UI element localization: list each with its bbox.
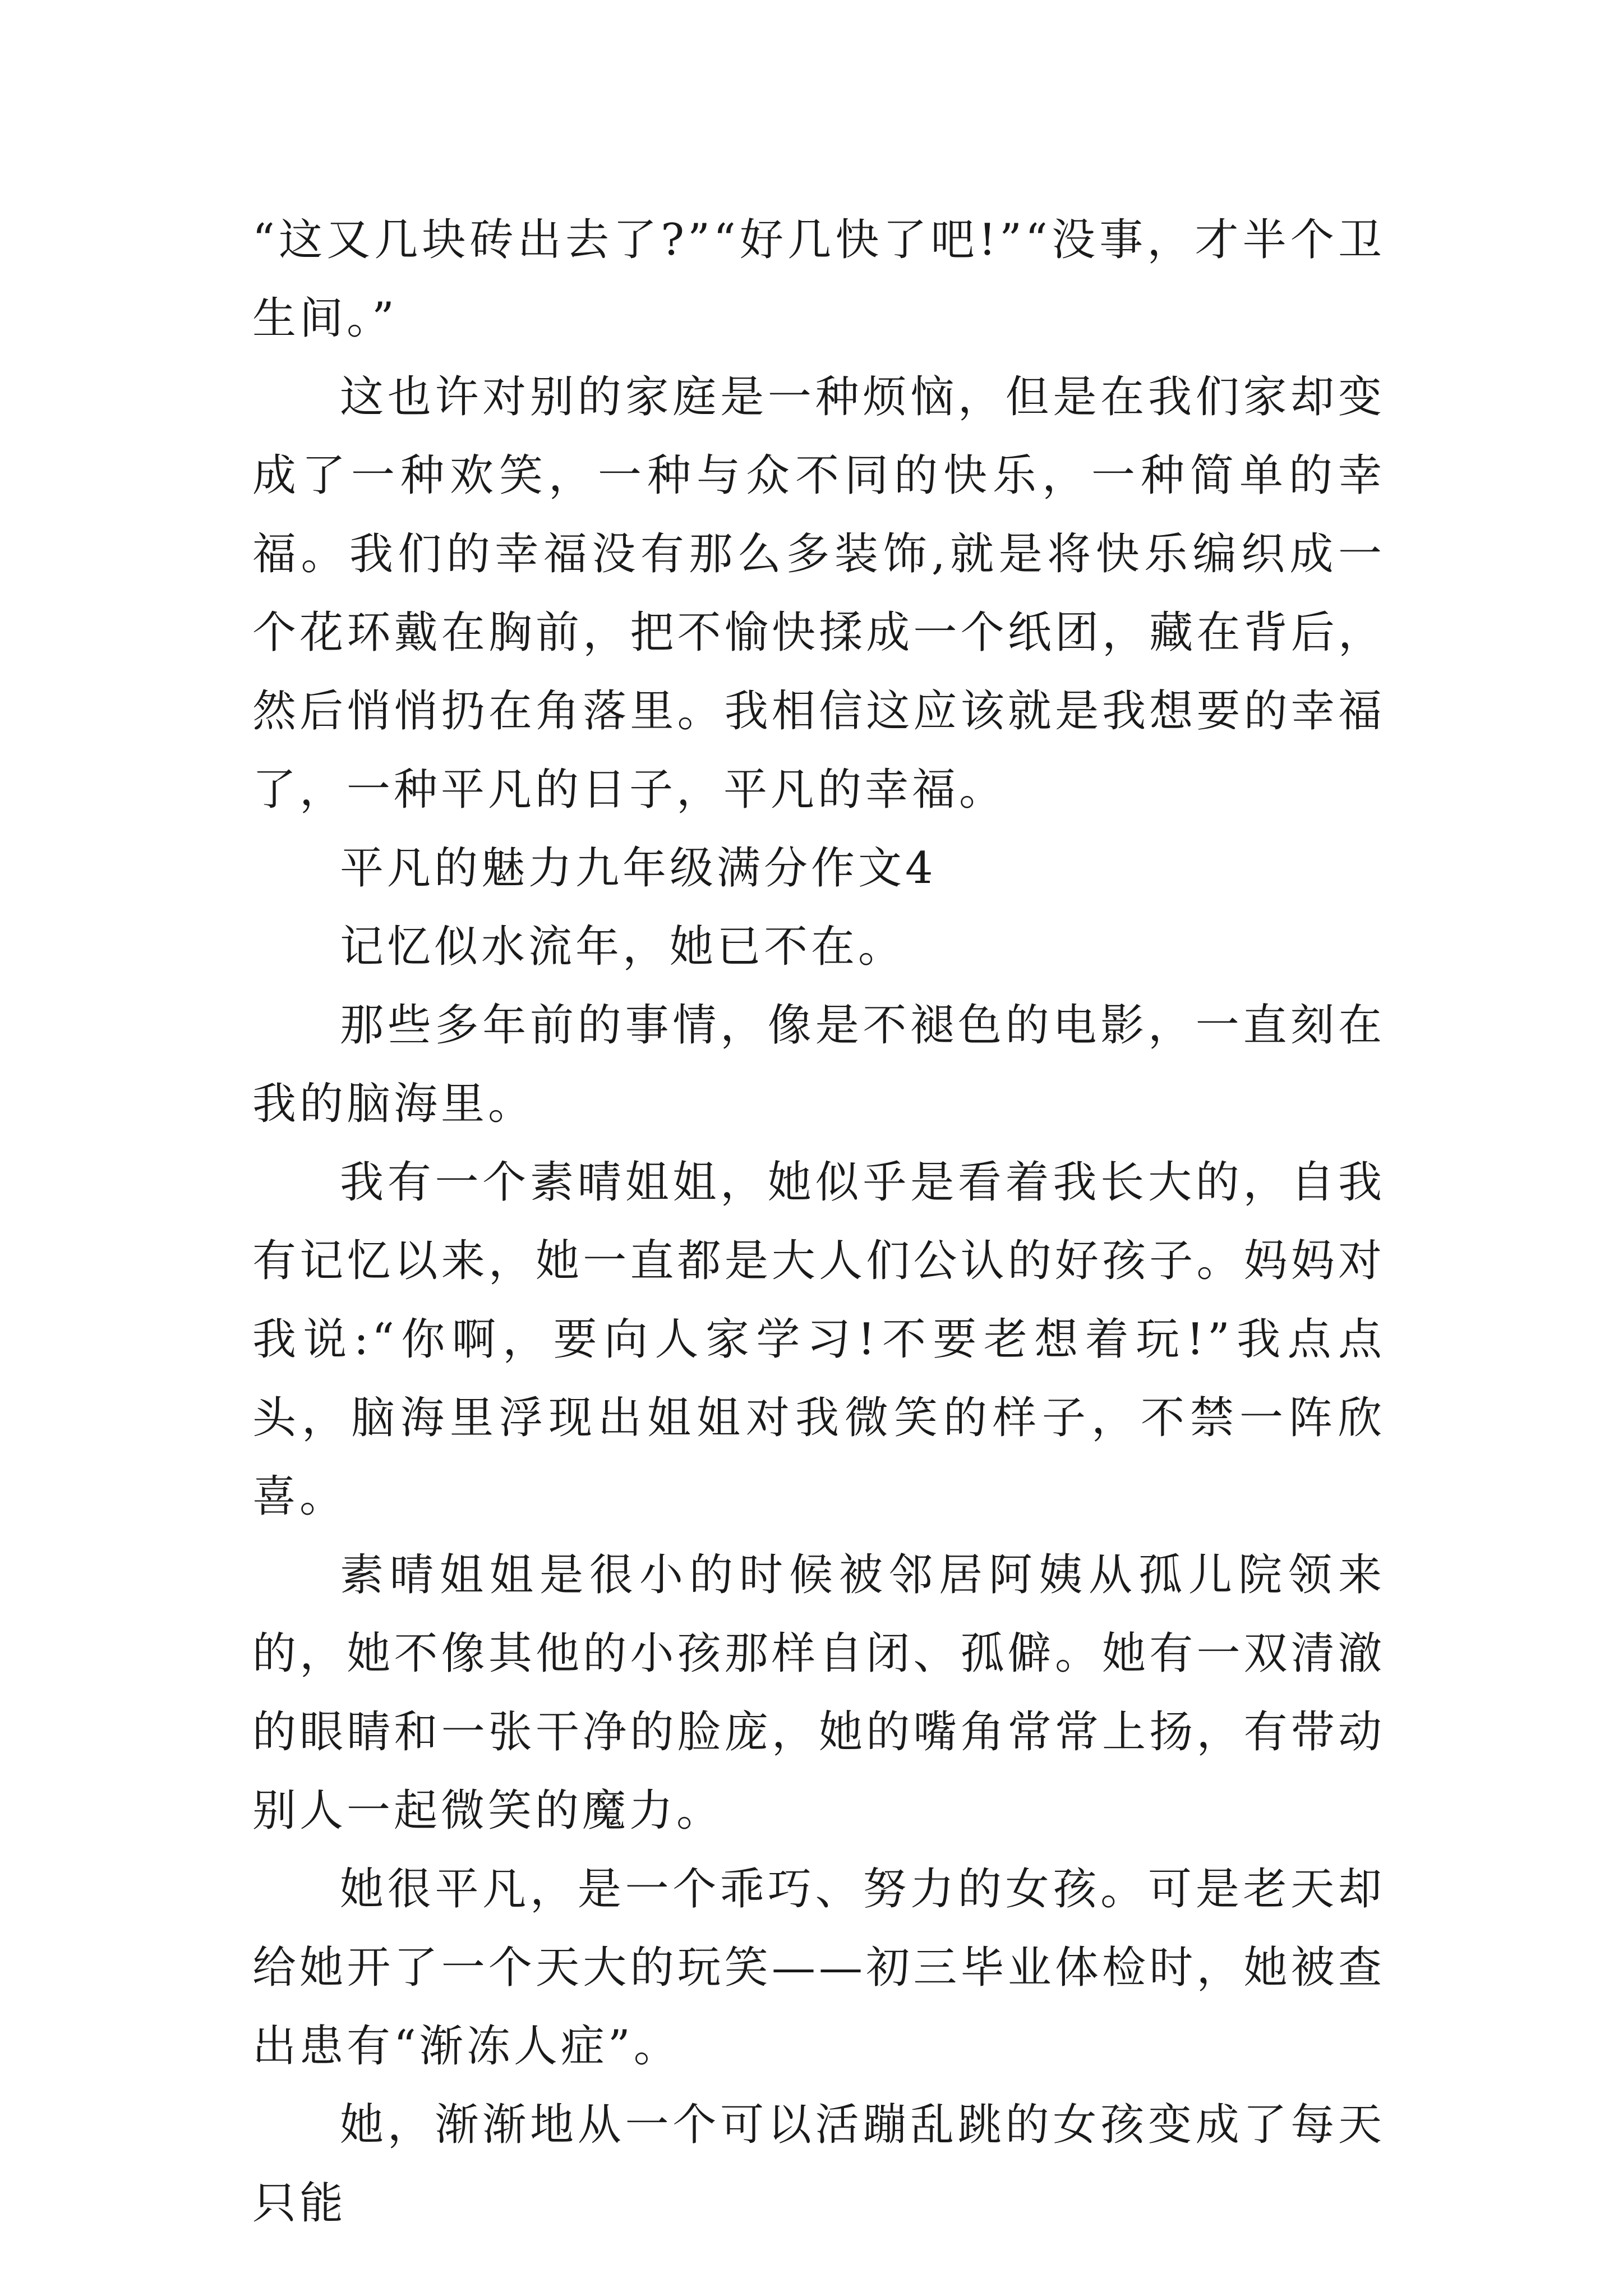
paragraph-happiness: 这也许对别的家庭是一种烦恼，但是在我们家却变成了一种欢笑，一种与众不同的快乐，一种简单的幸福。我们的幸福没有那么多装饰,就是将快乐编织成一个花环戴在胸前，把不愉快揉成一个纸团，藏在背后，然后悄悄扔在角落里。我相信这应该就是我想要的幸福了，一种平凡的日子，平凡的幸福。 xyxy=(252,372,1385,815)
document-body xyxy=(252,201,1385,2243)
paragraph-sister-intro: 我有一个素晴姐姐，她似乎是看着我长大的，自我有记忆以来，她一直都是大人们公认的好孩子。妈妈对我说:“你啊，要向人家学习!不要老想着玩!”我点点头，脑海里浮现出姐姐对我微笑的样子，不禁一阵欣喜。 xyxy=(252,1157,1385,1522)
paragraph-memory: 记忆似水流年，她已不在。 xyxy=(340,922,906,972)
paragraph-illness: 她很平凡，是一个乖巧、努力的女孩。可是老天却给她开了一个天大的玩笑——初三毕业体检时，她被查出患有“渐冻人症”。 xyxy=(252,1864,1385,2072)
paragraph-sister-origin: 素晴姐姐是很小的时候被邻居阿姨从孤儿院领来的，她不像其他的小孩那样自闭、孤僻。她有一双清澈的眼睛和一张干净的脸庞，她的嘴角常常上扬，有带动别人一起微笑的魔力。 xyxy=(252,1550,1385,1836)
paragraph-dialogue: “这又几块砖出去了?”“好几快了吧!”“没事，才半个卫生间。” xyxy=(252,215,1385,344)
paragraph-continuation: 她，渐渐地从一个可以活蹦乱跳的女孩变成了每天只能 xyxy=(252,2100,1385,2229)
paragraph-past-events: 那些多年前的事情，像是不褪色的电影，一直刻在我的脑海里。 xyxy=(252,1000,1385,1129)
essay-title: 平凡的魅力九年级满分作文4 xyxy=(340,843,937,894)
